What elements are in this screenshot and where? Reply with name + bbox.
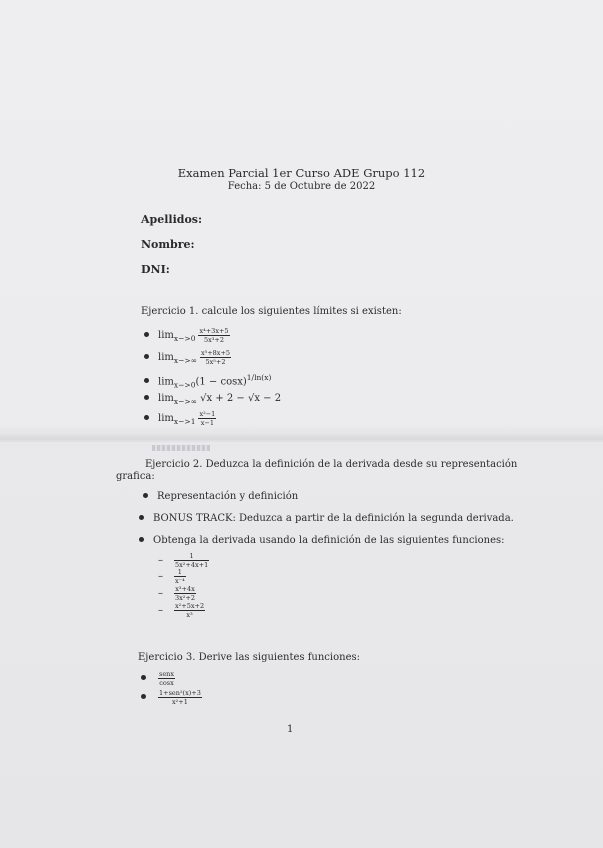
exam-date: Fecha: 5 de Octubre de 2022 [227,181,376,192]
fraction: $\frac{\text{x⁴+3x+5}}{\text{5x³+2}}$ [199,327,229,344]
field-nombre: Nombre: [141,238,195,251]
bullet-icon [144,415,149,420]
bullet-icon [144,395,149,400]
bullet-icon [144,378,149,383]
bullet-icon [141,675,146,680]
bullet-icon [139,537,144,542]
fraction: $\frac{1}{\text{5x²+4x+1}}$ [175,552,209,569]
function-item: – $\frac{1}{\text{5x²+4x+1}}$ [158,552,209,569]
limit-item: $\lim_{x->\infty}$ $\frac{\text{x⁵+8x+5}}{\text{5x⁵+2}}$ [144,349,231,366]
bullet-icon [139,515,144,520]
pencil-scribble [152,445,210,451]
exercise-2-prompt: Ejercicio 2. Deduzca la definición de la derivada desde su representación [145,459,518,470]
limit-item: $\lim_{x->\infty} √x + 2 - √x - 2$ [144,393,281,406]
fraction: $\frac{1}{\text{x⁻⁴}}$ [175,568,185,585]
fraction: $\frac{\text{senx}}{\cos x}$ [159,670,175,687]
exercise-3-prompt: Ejercicio 3. Derive las siguientes funciones: [138,652,360,663]
exam-title: Examen Parcial 1er Curso ADE Grupo 112 [177,166,426,180]
function-item [141,670,175,687]
limit-item: $\lim_{x->0}$ $\frac{\text{x⁴+3x+5}}{\text{5x³+2}}$ [144,327,230,344]
function-item [141,689,202,706]
list-item: Representación y definición [143,491,298,502]
bullet-icon [143,493,148,498]
list-item: BONUS TRACK: Deduzca a partir de la definición la segunda derivada. [139,513,514,524]
bullet-icon [144,332,149,337]
exercise-1-prompt: Ejercicio 1. calcule los siguientes límites si existen: [141,306,402,317]
exercise-2-prompt-cont: grafica: [116,471,155,482]
fraction: $\frac{\text{x²+5x+2}}{\text{x³}}$ [175,602,205,619]
fraction: $\frac{\text{x²−1}}{x-1}$ [199,410,216,427]
fraction: $\frac{\text{1+sen²(x)+3}}{\text{x²+1}}$ [159,689,201,706]
bullet-icon [144,354,149,359]
function-item: – $\frac{1}{\text{x⁻⁴}}$ [158,568,185,585]
limit-item: $\lim_{x->0}(1 - \cos x)^{1/ln(x)}$ [144,373,271,389]
fraction: $\frac{\text{x⁵+8x+5}}{\text{5x⁵+2}}$ [200,349,231,366]
limit-item: $\lim_{x->1}$ $\frac{\text{x²−1}}{x-1}$ [144,410,216,427]
field-dni: DNI: [141,263,170,276]
bullet-icon [141,694,146,699]
function-item: – $\frac{\text{x²+5x+2}}{\text{x³}}$ [158,602,205,619]
function-item: – $\frac{\text{x³+4x}}{\text{3x²+2}}$ [158,585,195,602]
field-apellidos: Apellidos: [141,213,203,226]
fraction: $\frac{\text{x³+4x}}{\text{3x²+2}}$ [175,585,195,602]
page-number: 1 [287,724,294,735]
list-item: Obtenga la derivada usando la definición de las siguientes funciones: [139,535,505,546]
paper-fold [0,434,603,444]
